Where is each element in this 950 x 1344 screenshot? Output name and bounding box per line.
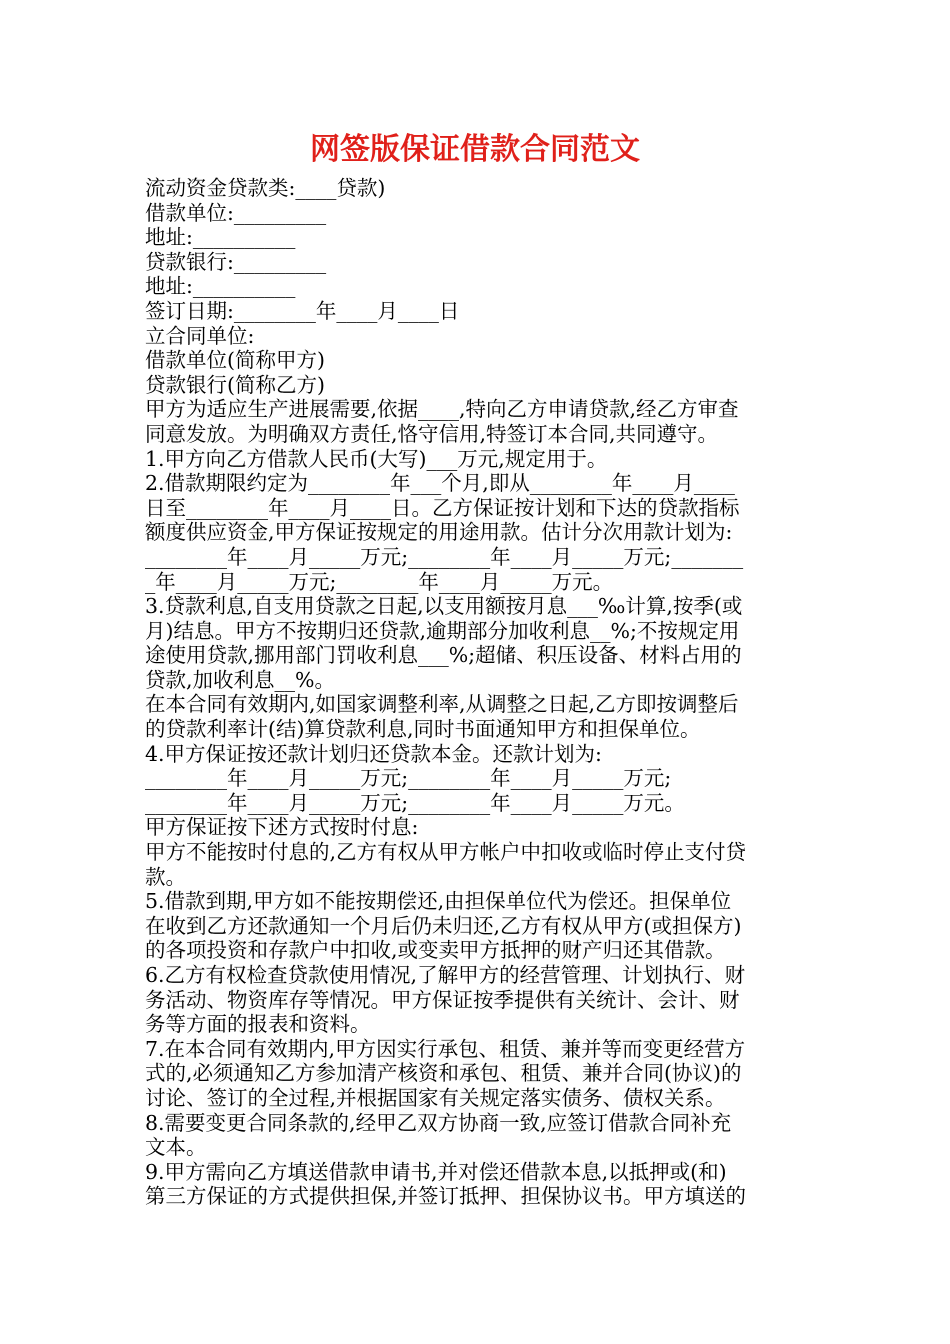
text-line: 贷款,加收利息__%。 bbox=[145, 667, 335, 692]
document-body bbox=[145, 176, 815, 1209]
text-line: 2.借款期限约定为________年___个月,即从________年____月____ bbox=[145, 471, 735, 496]
text-line: 月)结息。甲方不按期归还贷款,逾期部分加收利息__%;不按规定用 bbox=[145, 618, 740, 643]
text-line: 贷款银行(简称乙方) bbox=[145, 372, 325, 397]
text-line: 甲方不能按时付息的,乙方有权从甲方帐户中扣收或临时停止支付贷 bbox=[145, 840, 747, 865]
text-line: 1.甲方向乙方借款人民币(大写)___万元,规定用于。 bbox=[145, 446, 608, 471]
text-line: 地址:__________ bbox=[145, 225, 296, 250]
text-line: 6.乙方有权检查贷款使用情况,了解甲方的经营管理、计划执行、财 bbox=[145, 963, 746, 987]
text-line: 甲方为适应生产进展需要,依据____,特向乙方申请贷款,经乙方审查 bbox=[145, 397, 739, 422]
text-line: 地址:__________ bbox=[145, 274, 296, 299]
text-line: 借款单位(简称甲方) bbox=[145, 348, 325, 373]
text-line: _年____月_____万元;________年____月_____万元。 bbox=[145, 569, 614, 594]
text-line: 务等方面的报表和资料。 bbox=[145, 1012, 371, 1037]
text-line: 3.贷款利息,自支用贷款之日起,以支用额按月息___‰计算,按季(或 bbox=[145, 594, 743, 619]
document-title: 网签版保证借款合同范文 bbox=[310, 132, 640, 167]
text-line: 的各项投资和存款户中扣收,或变卖甲方抵押的财产归还其借款。 bbox=[145, 938, 726, 963]
text-line: 甲方保证按下述方式按时付息: bbox=[145, 815, 419, 840]
text-line: 8.需要变更合同条款的,经甲乙双方协商一致,应签订借款合同补充 bbox=[145, 1110, 732, 1135]
text-line: 5.借款到期,甲方如不能按期偿还,由担保单位代为偿还。担保单位 bbox=[145, 889, 732, 914]
text-line: 9.甲方需向乙方填送借款申请书,并对偿还借款本息,以抵押或(和) bbox=[145, 1159, 727, 1184]
text-line: 途使用贷款,挪用部门罚收利息___%;超储、积压设备、材料占用的 bbox=[145, 643, 742, 668]
text-line: ________年____月_____万元;________年____月_____万元;_______ bbox=[145, 544, 744, 569]
text-line: 签订日期:________年____月____日 bbox=[145, 298, 460, 323]
text-line: 务活动、物资库存等情况。甲方保证按季提供有关统计、会计、财 bbox=[145, 987, 740, 1012]
text-line: 第三方保证的方式提供担保,并签订抵押、担保协议书。甲方填送的 bbox=[145, 1184, 747, 1209]
text-line: ________年____月_____万元;________年____月_____万元; bbox=[145, 766, 672, 791]
text-line: ________年____月_____万元;________年____月_____万元。 bbox=[145, 790, 685, 815]
text-line: 日至________年____月____日。乙方保证按计划和下达的贷款指标 bbox=[145, 495, 740, 520]
text-line: 4.甲方保证按还款计划归还贷款本金。还款计划为: bbox=[145, 741, 602, 766]
text-line: 贷款银行:_________ bbox=[145, 249, 327, 274]
text-line: 7.在本合同有效期内,甲方因实行承包、租赁、兼并等而变更经营方 bbox=[145, 1036, 746, 1061]
text-line: 式的,必须通知乙方参加清产核资和承包、租赁、兼并合同(协议)的 bbox=[145, 1061, 742, 1086]
text-line: 额度供应资金,甲方保证按规定的用途用款。估计分次用款计划为: bbox=[145, 520, 733, 545]
text-line: 文本。 bbox=[145, 1135, 207, 1160]
text-line: 款。 bbox=[145, 864, 186, 889]
text-line: 讨论、签订的全过程,并根据国家有关规定落实债务、债权关系。 bbox=[145, 1085, 726, 1110]
text-line: 的贷款利率计(结)算贷款利息,同时书面通知甲方和担保单位。 bbox=[145, 717, 701, 742]
text-line: 流动资金贷款类:____贷款) bbox=[145, 176, 386, 200]
text-line: 立合同单位: bbox=[145, 323, 255, 348]
text-line: 在收到乙方还款通知一个月后仍未归还,乙方有权从甲方(或担保方) bbox=[145, 913, 742, 938]
text-line: 在本合同有效期内,如国家调整利率,从调整之日起,乙方即按调整后 bbox=[145, 692, 739, 717]
text-line: 同意发放。为明确双方责任,恪守信用,特签订本合同,共同遵守。 bbox=[145, 421, 719, 446]
text-line: 借款单位:_________ bbox=[145, 200, 327, 225]
